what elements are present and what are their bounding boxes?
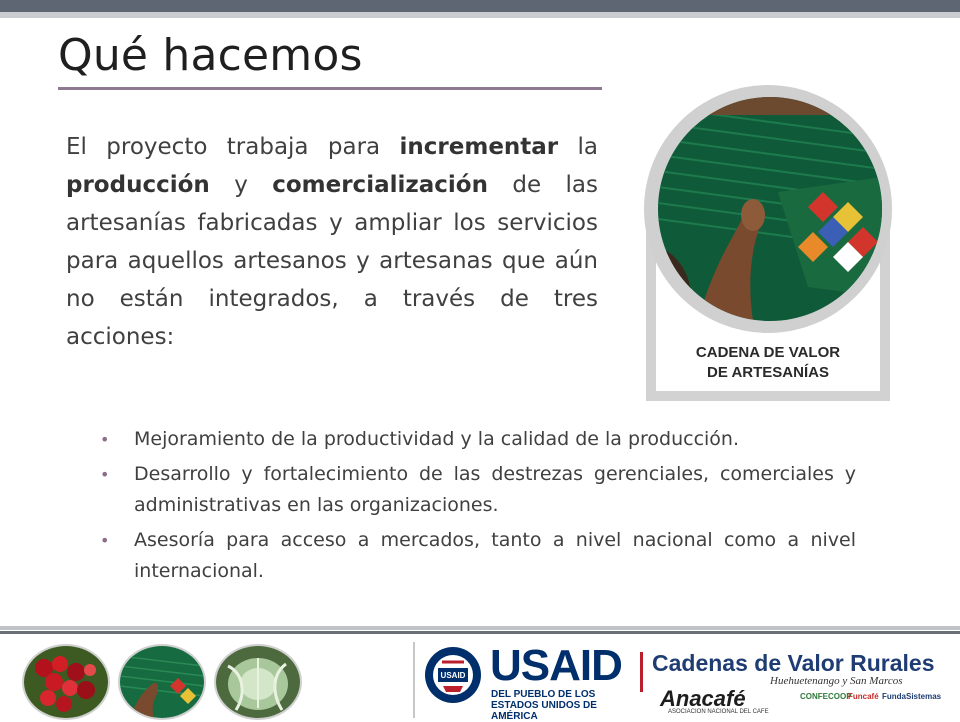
intro-text-1: El proyecto trabaja para (66, 134, 400, 160)
slide-title: Qué hacemos (58, 30, 363, 81)
list-item-text: Desarrollo y fortalecimiento de las destrezas gerenciales, comerciales y administrativas en las organizaciones. (134, 463, 856, 516)
cabbage-photo (214, 644, 302, 720)
list-item (100, 459, 856, 521)
weaving-photo (658, 97, 882, 321)
intro-text-4: de las artesanías fabricadas y ampliar los servicios para aquellos artesanos y artesanas que aún no están integrados, a través de tres acciones: (66, 172, 599, 350)
bullet-marker: • (100, 430, 110, 449)
intro-bold-3: comercialización (272, 172, 488, 198)
badge-caption (646, 343, 890, 383)
anacafe-tagline: ASOCIACION NACIONAL DEL CAFE (668, 709, 769, 715)
footer-rule-light (0, 626, 960, 630)
cadenas-subtitle: Huehuetenango y San Marcos (770, 675, 903, 687)
weaving-thumb-photo (118, 644, 206, 720)
cadenas-title: Cadenas de Valor Rurales (652, 650, 935, 676)
top-bar (0, 0, 960, 12)
intro-paragraph (66, 128, 598, 356)
partner-logo-fundasistemas: FundaSistemas (882, 692, 942, 701)
anacafe-logo: Anacafé (660, 686, 746, 711)
usaid-tagline: DEL PUEBLO DE LOS ESTADOS UNIDOS DE AMÉRICA (491, 689, 597, 722)
intro-bold-1: incrementar (399, 134, 559, 160)
intro-text-3: y (209, 172, 273, 198)
bullet-marker: • (100, 531, 110, 550)
usaid-seal-icon (424, 646, 482, 704)
list-item (100, 525, 856, 587)
intro-bold-2: producción (66, 172, 210, 198)
coffee-cherries-photo (22, 644, 110, 720)
footer-rule-dark (0, 631, 960, 634)
usaid-wordmark-text: USAID (490, 641, 622, 690)
list-item-text: Mejoramiento de la productividad y la calidad de la producción. (134, 428, 740, 450)
badge-caption-line-2: DE ARTESANÍAS (707, 364, 829, 381)
top-bar-line (0, 12, 960, 18)
list-item (100, 424, 856, 455)
partner-logo-confecoop: CONFECOOP (800, 692, 852, 701)
title-underline (58, 87, 602, 90)
actions-list (100, 424, 856, 591)
usaid-wordmark (490, 641, 622, 690)
cadenas-bar (640, 652, 643, 692)
seal-label: USAID (440, 671, 466, 680)
footer-divider (413, 642, 415, 718)
partner-logo-funcafe: Funcafé (848, 692, 879, 701)
intro-text-2: la (558, 134, 599, 160)
bullet-marker: • (100, 465, 110, 484)
badge-caption-line-1: CADENA DE VALOR (695, 344, 841, 361)
artesanias-badge (646, 85, 890, 401)
list-item-text: Asesoría para acceso a mercados, tanto a nivel nacional como a nivel internacional. (134, 529, 856, 582)
